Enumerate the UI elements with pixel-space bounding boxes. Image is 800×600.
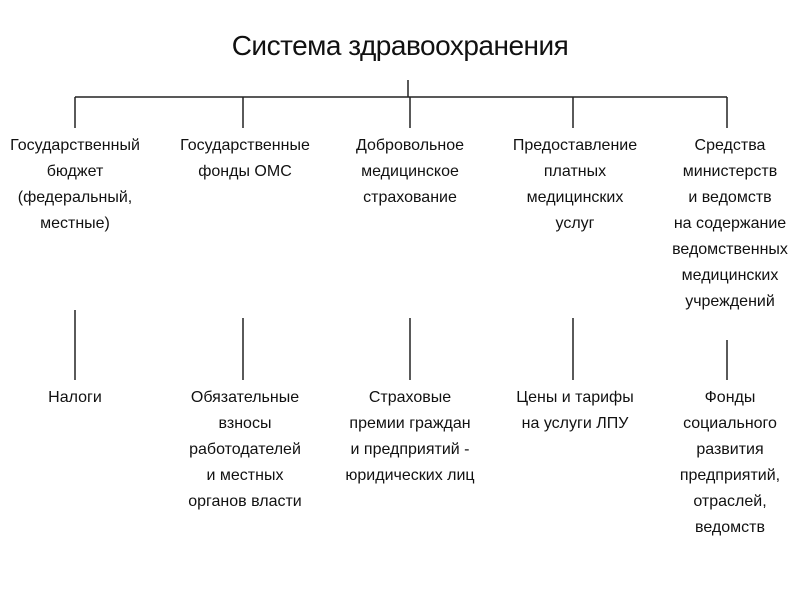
instrument-social-development-funds: Фонды социального развития предприятий, отраслей, ведомств (679, 389, 781, 536)
source-oms-funds: Государственные фонды ОМС (180, 137, 310, 180)
source-ministry-funds: Средства министерств и ведомств на содержание ведомственных медицинских учреждений (672, 137, 788, 310)
instrument-mandatory-contributions: Обязательные взносы работодателей и местных органов власти (188, 389, 302, 510)
instrument-prices-tariffs: Цены и тарифы на услуги ЛПУ (516, 389, 634, 432)
diagram-title: Система здравоохранения (231, 30, 569, 61)
instrument-insurance-premiums: Страховые премии граждан и предприятий - юридических лиц (345, 389, 475, 484)
source-voluntary-insurance: Добровольное медицинское страхование (355, 137, 465, 206)
source-paid-services: Предоставление платных медицинских услуг (512, 137, 638, 232)
source-state-budget: Государственный бюджет (федеральный, местные) (10, 137, 140, 232)
instrument-taxes: Налоги (48, 389, 102, 406)
